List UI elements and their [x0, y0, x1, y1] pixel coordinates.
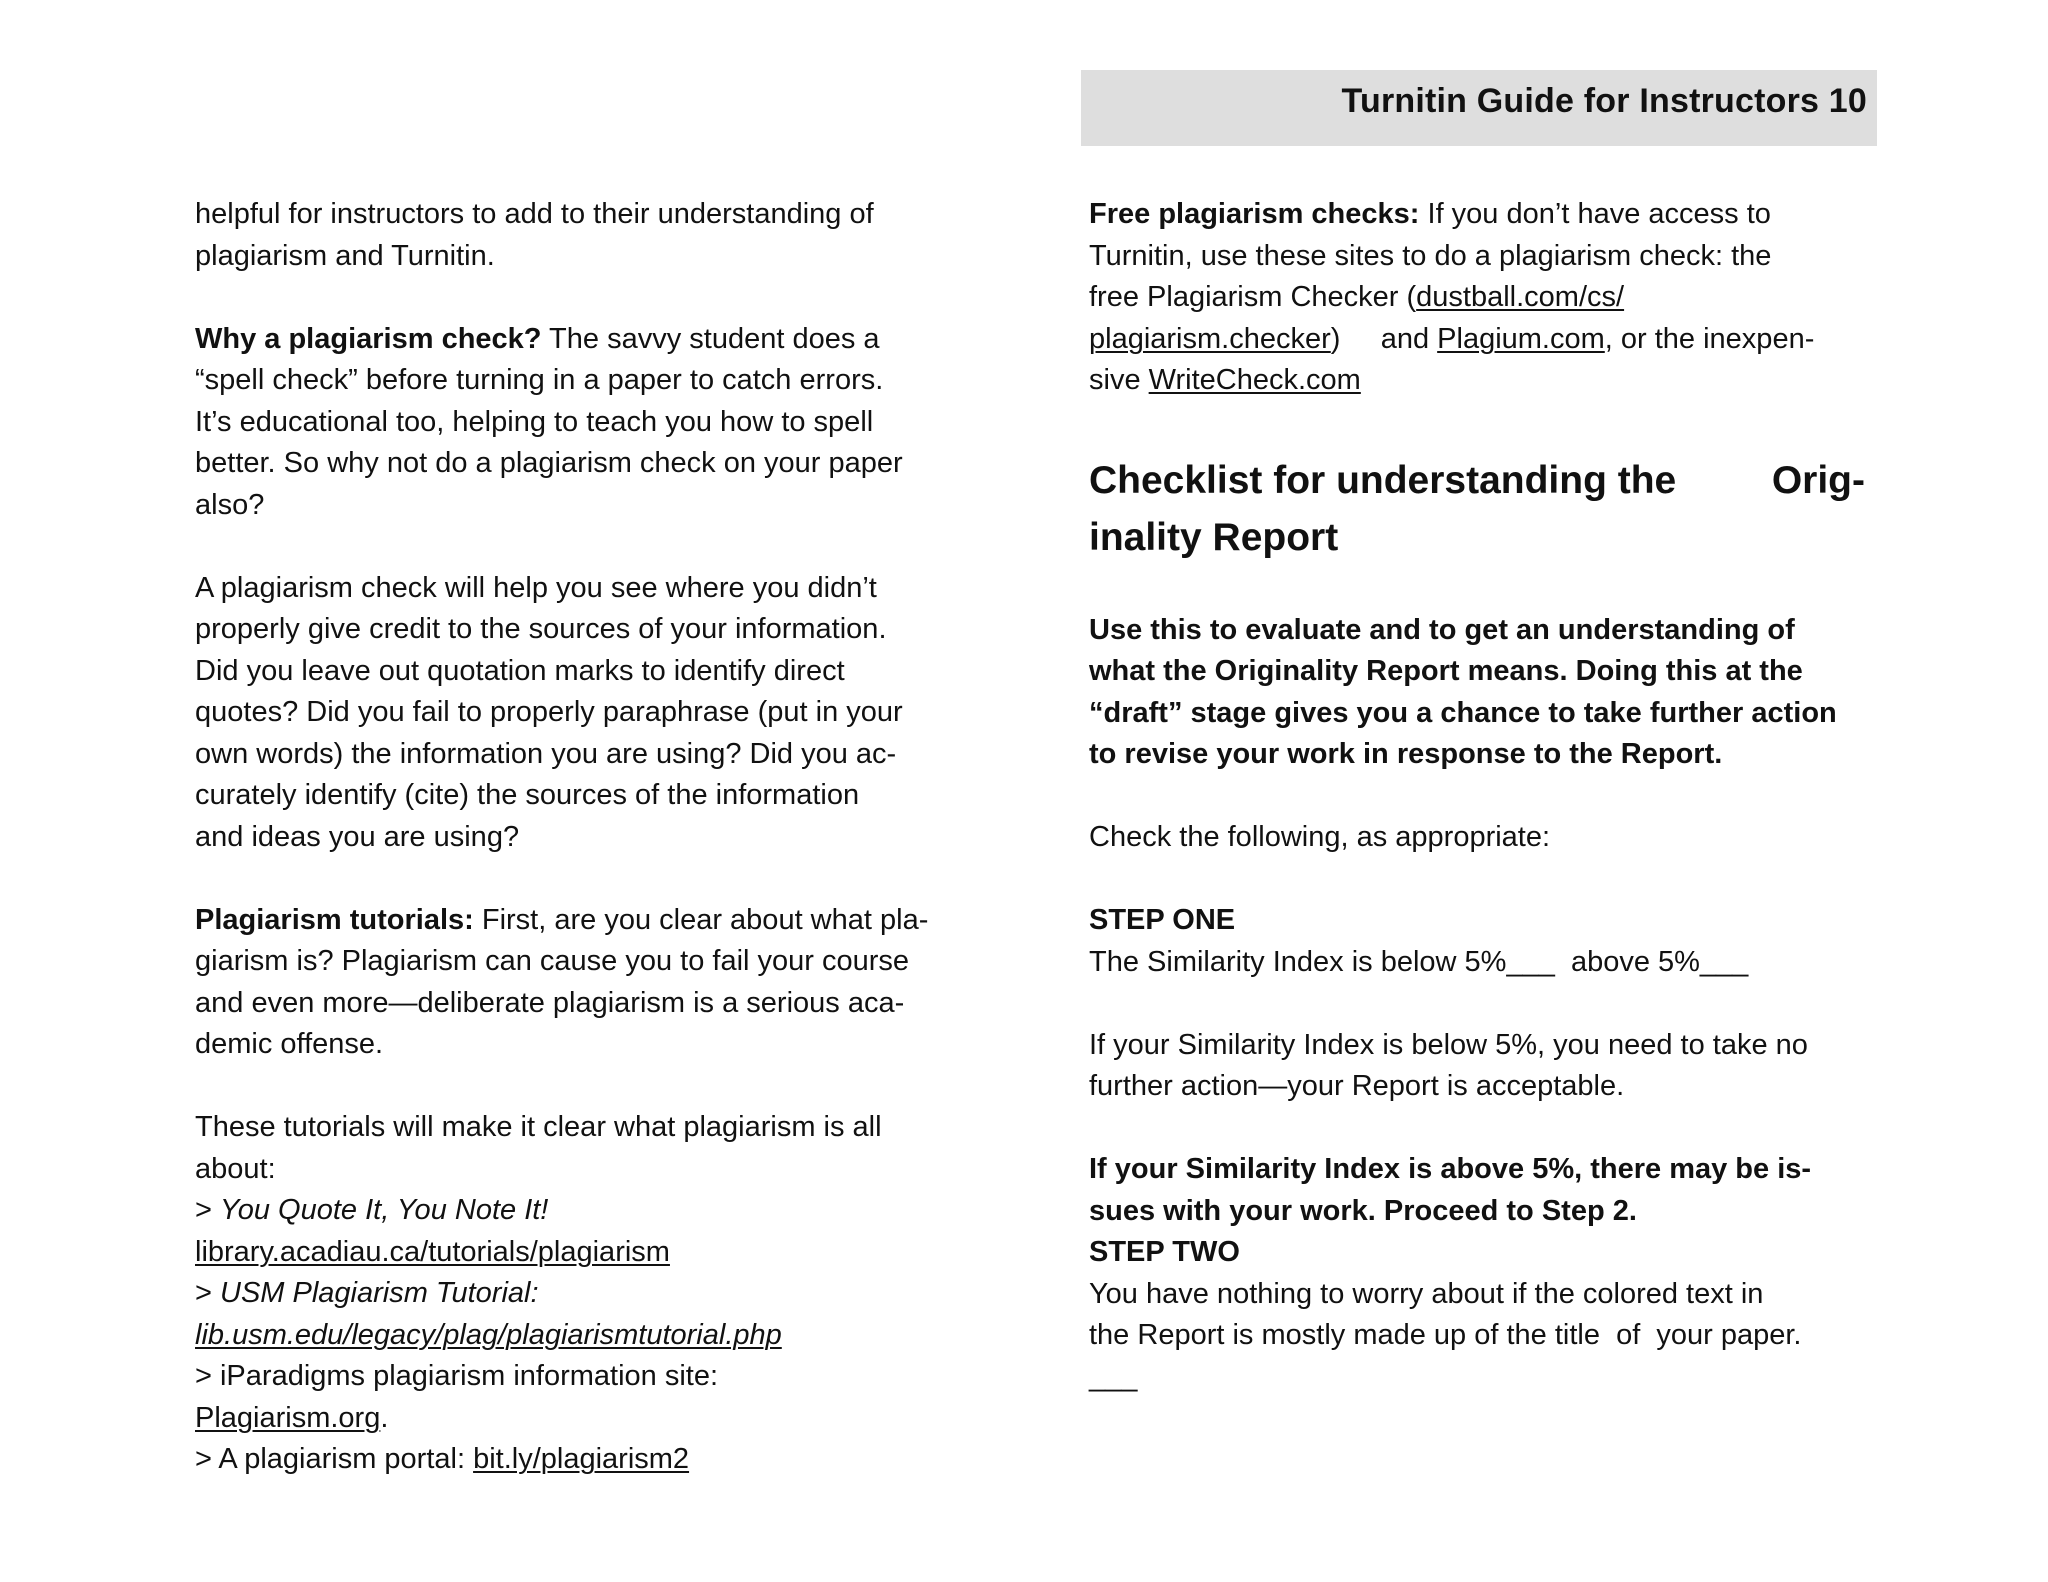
free-paragraph-line: Turnitin, use these sites to do a plagiarism check: the: [1089, 239, 1772, 272]
check-paragraph-line: properly give credit to the sources of your information.: [195, 613, 887, 645]
step-one-heading: STEP ONE: [1089, 904, 1236, 936]
tutorial-entry-title: > USM Plagiarism Tutorial:: [195, 1277, 539, 1309]
check-paragraph-line: own words) the information you are using? Did you ac-: [195, 737, 897, 770]
checklist-title: inality Report: [1089, 515, 1339, 559]
free-paragraph-line: free Plagiarism Checker (dustball.com/cs/: [1089, 281, 1625, 313]
tutorial-link-plagiarism-org[interactable]: Plagiarism.org.: [195, 1401, 389, 1434]
page-header-title: Turnitin Guide for Instructors 10: [1341, 82, 1867, 120]
why-heading: Why a plagiarism check?: [195, 322, 542, 355]
these-paragraph-line: about:: [195, 1152, 276, 1185]
why-paragraph-line: better. So why not do a plagiarism check on your paper: [195, 447, 903, 479]
tutorials-heading: Plagiarism tutorials:: [195, 903, 474, 936]
left-column: [195, 194, 975, 1481]
below-paragraph-line: If your Similarity Index is below 5%, you need to take no: [1089, 1028, 1808, 1061]
tutorials-paragraph-line: and even more—deliberate plagiarism is a serious aca-: [195, 986, 905, 1019]
free-paragraph-line: Free plagiarism checks: If you don’t have access to: [1089, 198, 1771, 230]
step-two-blank: ___: [1089, 1360, 1138, 1393]
right-column: [1089, 194, 1869, 1398]
use-paragraph-line: to revise your work in response to the Report.: [1089, 738, 1723, 770]
step-two-line: the Report is mostly made up of the title of your paper.: [1089, 1319, 1802, 1351]
check-paragraph-line: A plagiarism check will help you see where you didn’t: [195, 571, 877, 604]
tutorial-link-usm[interactable]: lib.usm.edu/legacy/plag/plagiarismtutorial.php: [195, 1318, 782, 1351]
step-two-heading: STEP TWO: [1089, 1236, 1240, 1268]
check-paragraph-line: and ideas you are using?: [195, 820, 520, 853]
why-paragraph-line: also?: [195, 488, 265, 521]
above-paragraph-line: sues with your work. Proceed to Step 2.: [1089, 1194, 1637, 1227]
tutorials-paragraph-line: Plagiarism tutorials: First, are you clear about what pla-: [195, 903, 929, 936]
free-paragraph-line: sive WriteCheck.com: [1089, 364, 1361, 396]
above-paragraph-line: If your Similarity Index is above 5%, there may be is-: [1089, 1153, 1812, 1185]
why-paragraph-line: Why a plagiarism check? The savvy student does a: [195, 322, 880, 355]
dustball-link[interactable]: dustball.com/cs/: [1416, 281, 1625, 313]
use-paragraph-line: Use this to evaluate and to get an understanding of: [1089, 613, 1795, 646]
page-header-band: [1081, 70, 1877, 146]
check-paragraph-line: Did you leave out quotation marks to identify direct: [195, 654, 845, 687]
intro-line: plagiarism and Turnitin.: [195, 239, 495, 272]
tutorials-paragraph-line: demic offense.: [195, 1028, 384, 1060]
these-paragraph-line: These tutorials will make it clear what plagiarism is all: [195, 1111, 882, 1143]
dustball-link[interactable]: plagiarism.checker: [1089, 322, 1331, 355]
tutorial-entry-portal: > A plagiarism portal: bit.ly/plagiarism2: [195, 1443, 690, 1475]
step-two-line: You have nothing to worry about if the colored text in: [1089, 1277, 1764, 1310]
checklist-title: Checklist for understanding the Orig-: [1089, 458, 1865, 502]
free-heading: Free plagiarism checks:: [1089, 198, 1420, 230]
tutorials-paragraph-line: giarism is? Plagiarism can cause you to fail your course: [195, 945, 910, 977]
use-paragraph-line: “draft” stage gives you a chance to take further action: [1089, 696, 1837, 729]
check-paragraph-line: curately identify (cite) the sources of the information: [195, 779, 860, 811]
intro-line: helpful for instructors to add to their understanding of: [195, 198, 874, 230]
check-following-text: Check the following, as appropriate:: [1089, 821, 1551, 853]
check-paragraph-line: quotes? Did you fail to properly paraphrase (put in your: [195, 696, 903, 728]
free-paragraph-line: plagiarism.checker) and Plagium.com, or the inexpen-: [1089, 322, 1815, 355]
why-paragraph-line: “spell check” before turning in a paper to catch errors.: [195, 364, 884, 396]
writecheck-link[interactable]: WriteCheck.com: [1148, 364, 1361, 396]
plagium-link[interactable]: Plagium.com: [1437, 322, 1605, 355]
below-paragraph-line: further action—your Report is acceptable.: [1089, 1070, 1625, 1102]
tutorial-entry-title: > You Quote It, You Note It!: [195, 1194, 549, 1226]
tutorial-link-acadiau[interactable]: library.acadiau.ca/tutorials/plagiarism: [195, 1235, 670, 1268]
use-paragraph-line: what the Originality Report means. Doing this at the: [1089, 655, 1803, 687]
tutorial-link-bitly[interactable]: bit.ly/plagiarism2: [473, 1443, 690, 1475]
step-one-line: The Similarity Index is below 5%___ above 5%___: [1089, 945, 1749, 978]
tutorial-entry-title: > iParadigms plagiarism information site:: [195, 1360, 719, 1392]
why-paragraph-line: It’s educational too, helping to teach you how to spell: [195, 405, 874, 438]
